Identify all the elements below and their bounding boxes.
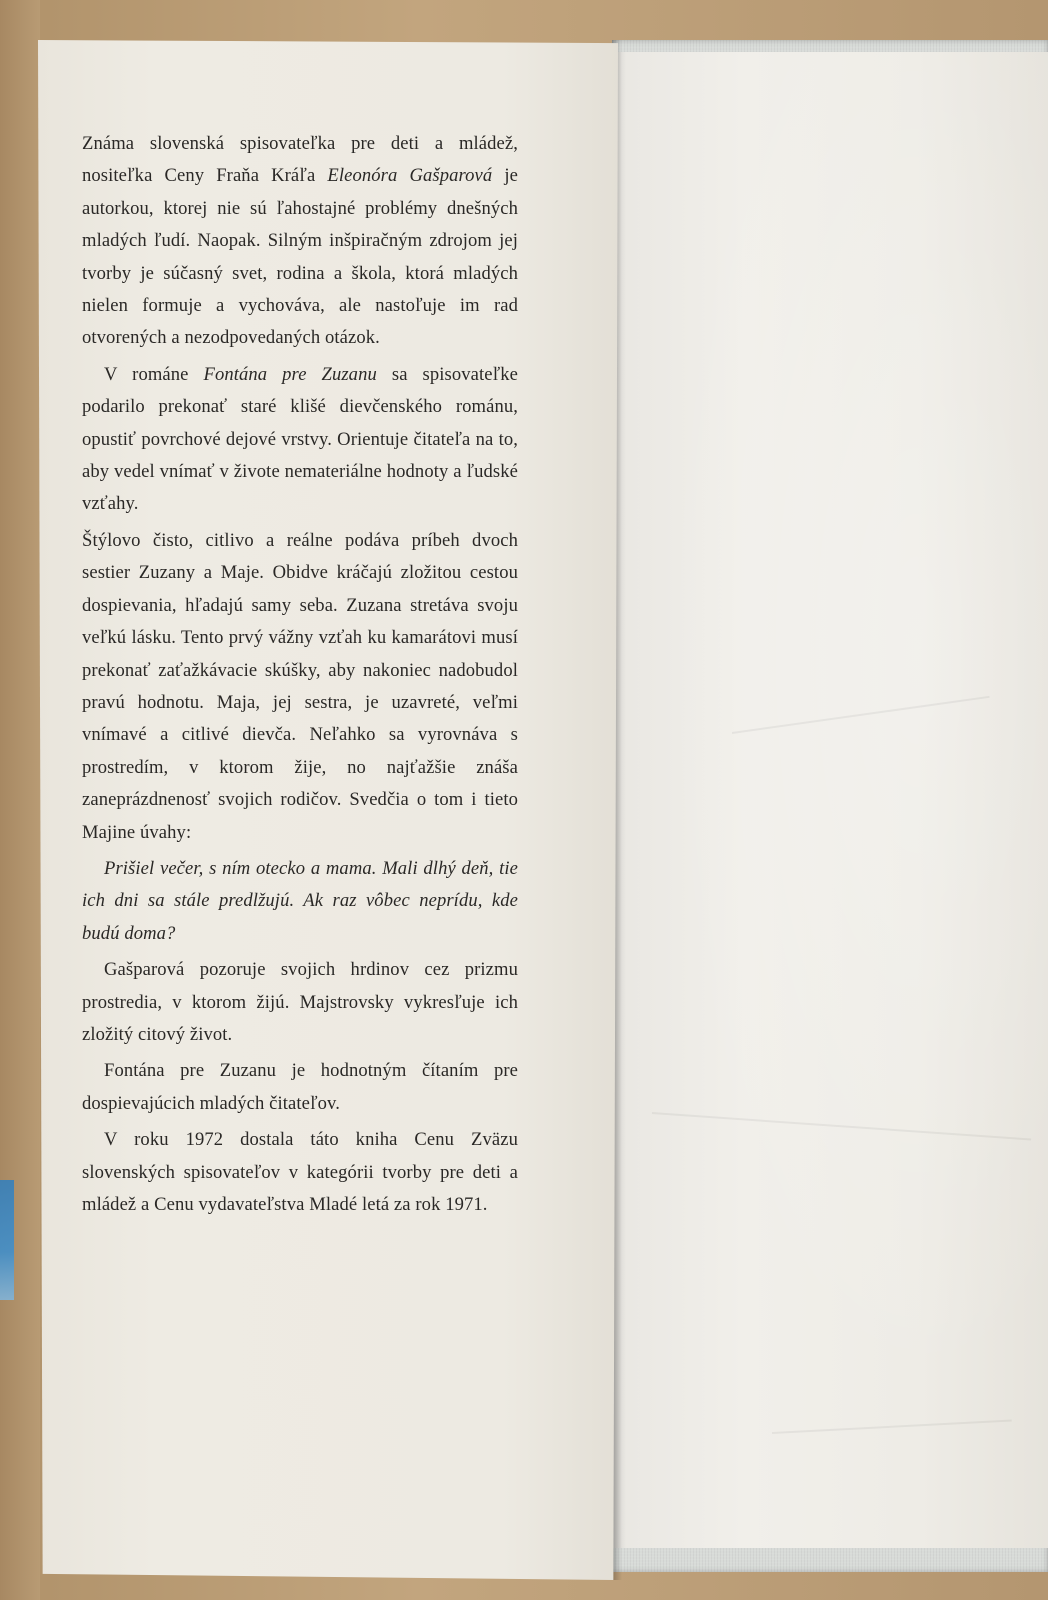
flap-paragraph	[82, 1055, 518, 1120]
paragraph-text: Gašparová pozoruje svojich hrdinov cez prizmu prostredia, v ktorom žijú. Majstrovsky vykresľuje ich zložitý citový život.	[82, 959, 518, 1045]
paragraph-text: Štýlovo čisto, citlivo a reálne podáva príbeh dvoch sestier Zuzany a Maje. Obidve kráčajú zložitou cestou dospievania, hľadajú samy seba. Zuzana stretáva svoju veľkú lásku. Tento prvý vážny vzťah ku kamarátovi musí prekonať zaťažkávacie skúšky, aby nakoniec nadobudol pravú hodnotu. Maja, jej sestra, je uzavreté, veľmi vnímavé a citlivé dievča. Neľahko sa vyrovnáva s prostredím, v ktorom žije, no najťažšie znáša zaneprázdnenosť svojich rodičov. Svedčia o tom i tieto Majine úvahy:	[82, 529, 518, 843]
paragraph-text: V roku 1972 dostala táto kniha Cenu Zväzu slovenských spisovateľov v kategórii tvorby pre deti a mládež a Cenu vydavateľstva Mladé letá za rok 1971.	[82, 1129, 518, 1215]
paragraph-text: Fontána pre Zuzanu je hodnotným čítaním pre dospievajúcich mladých čitateľov.	[82, 1060, 518, 1114]
paragraph-text: Prišiel večer, s ním otecko a mama. Mali dlhý deň, tie ich dni sa stále predlžujú. Ak raz vôbec neprídu, kde budú doma?	[82, 857, 518, 944]
paragraph-text: je autorkou, ktorej nie sú ľahostajné problémy dnešných mladých ľudí. Naopak. Silným inšpiračným zdrojom jej tvorby je súčasný svet, rodina a škola, ktorá mladých nielen formuje a vychováva, ale nastoľuje im rad otvorených a nezodpovedaných otázok.	[82, 165, 518, 349]
blue-object-edge	[0, 1180, 14, 1300]
flap-paragraph	[82, 1124, 518, 1221]
italic-title-text: Eleonóra Gašparová	[327, 165, 493, 187]
flap-paragraph	[82, 853, 518, 950]
flap-paragraph	[82, 128, 518, 355]
flap-paragraph	[82, 359, 518, 521]
paragraph-text: Známa slovenská spisovateľka pre deti a mládež, nositeľka Ceny Fraňa Kráľa	[82, 133, 518, 187]
flap-paragraph	[82, 525, 518, 849]
table-surface	[0, 0, 40, 1600]
flap-paragraph	[82, 954, 518, 1051]
endpaper-wrinkle	[772, 1419, 1012, 1434]
book-endpaper	[612, 52, 1048, 1548]
paragraph-text: sa spisovateľke podarilo prekonať staré klišé dievčenského románu, opustiť povrchové dejové vrstvy. Orientuje čitateľa na to, aby vedel vnímať v živote nemateriálne hodnoty a ľudské vzťahy.	[82, 363, 519, 515]
endpaper-wrinkle	[732, 696, 990, 734]
flap-text	[82, 128, 518, 1225]
italic-title-text: Fontána pre Zuzanu	[203, 363, 377, 385]
paragraph-text: V románe	[104, 363, 204, 385]
endpaper-wrinkle	[652, 1112, 1031, 1141]
